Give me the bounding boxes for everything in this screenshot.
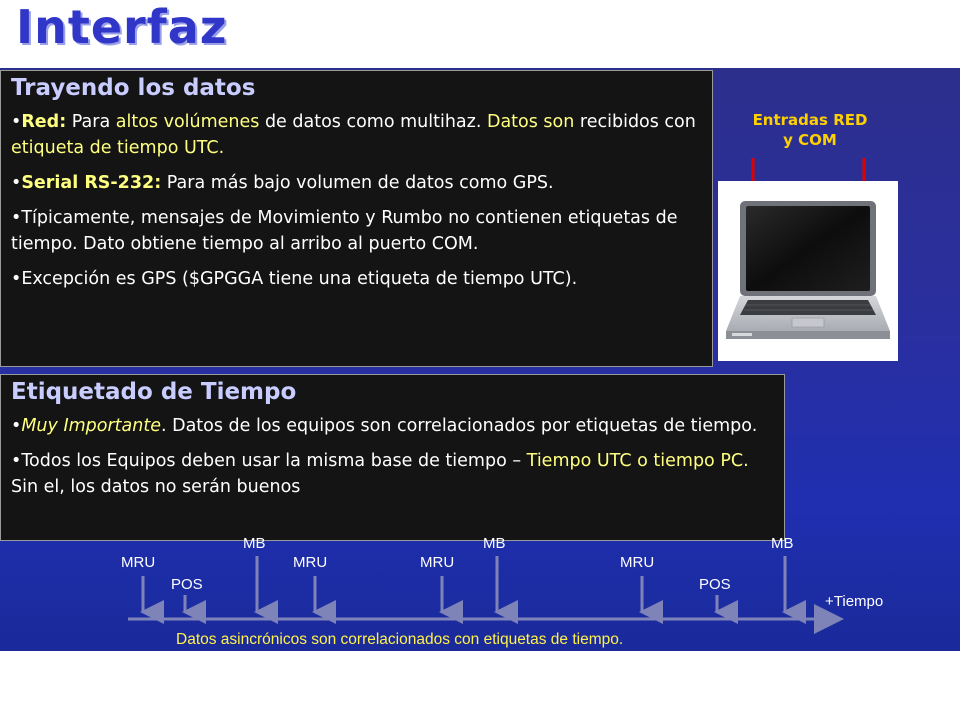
event-label: MRU [420,554,455,571]
section-heading: Etiquetado de Tiempo [11,379,297,405]
event-label: MRU [620,554,655,571]
event-label: POS [171,576,203,593]
event-label: MB [483,535,506,552]
bullet-network: •Red: Para altos volúmenes de datos como multihaz. Datos son recibidos con etiqueta de tiempo UTC. [11,112,696,158]
event-label: MRU [293,554,328,571]
bullet-serial: •Serial RS-232: Para más bajo volumen de datos como GPS. [11,173,554,193]
bullet-time-base: •Todos los Equipos deben usar la misma base de tiempo – Tiempo UTC o tiempo PC. Sin el, los datos no serán buenos [11,451,749,497]
slide-title: Interfaz [16,0,228,54]
event-label: MB [243,535,266,552]
bullet-motion-heading: •Típicamente, mensajes de Movimiento y Rumbo no contienen etiquetas de tiempo. Dato obtiene tiempo al arribo al puerto COM. [11,208,678,254]
event-label: MRU [121,554,156,571]
event-label: POS [699,576,731,593]
axis-label: +Tiempo [825,593,884,610]
bullet-important: •Muy Importante. Datos de los equipos son correlacionados por etiquetas de tiempo. [11,416,758,436]
laptop-inputs-label: Entradas RED y COM [752,111,868,149]
section-heading: Trayendo los datos [11,75,256,101]
timeline-caption: Datos asincrónicos son correlacionados con etiquetas de tiempo. [176,631,624,648]
event-label: MB [771,535,794,552]
bullet-gps-exception: •Excepción es GPS ($GPGGA tiene una etiqueta de tiempo UTC). [11,269,578,289]
